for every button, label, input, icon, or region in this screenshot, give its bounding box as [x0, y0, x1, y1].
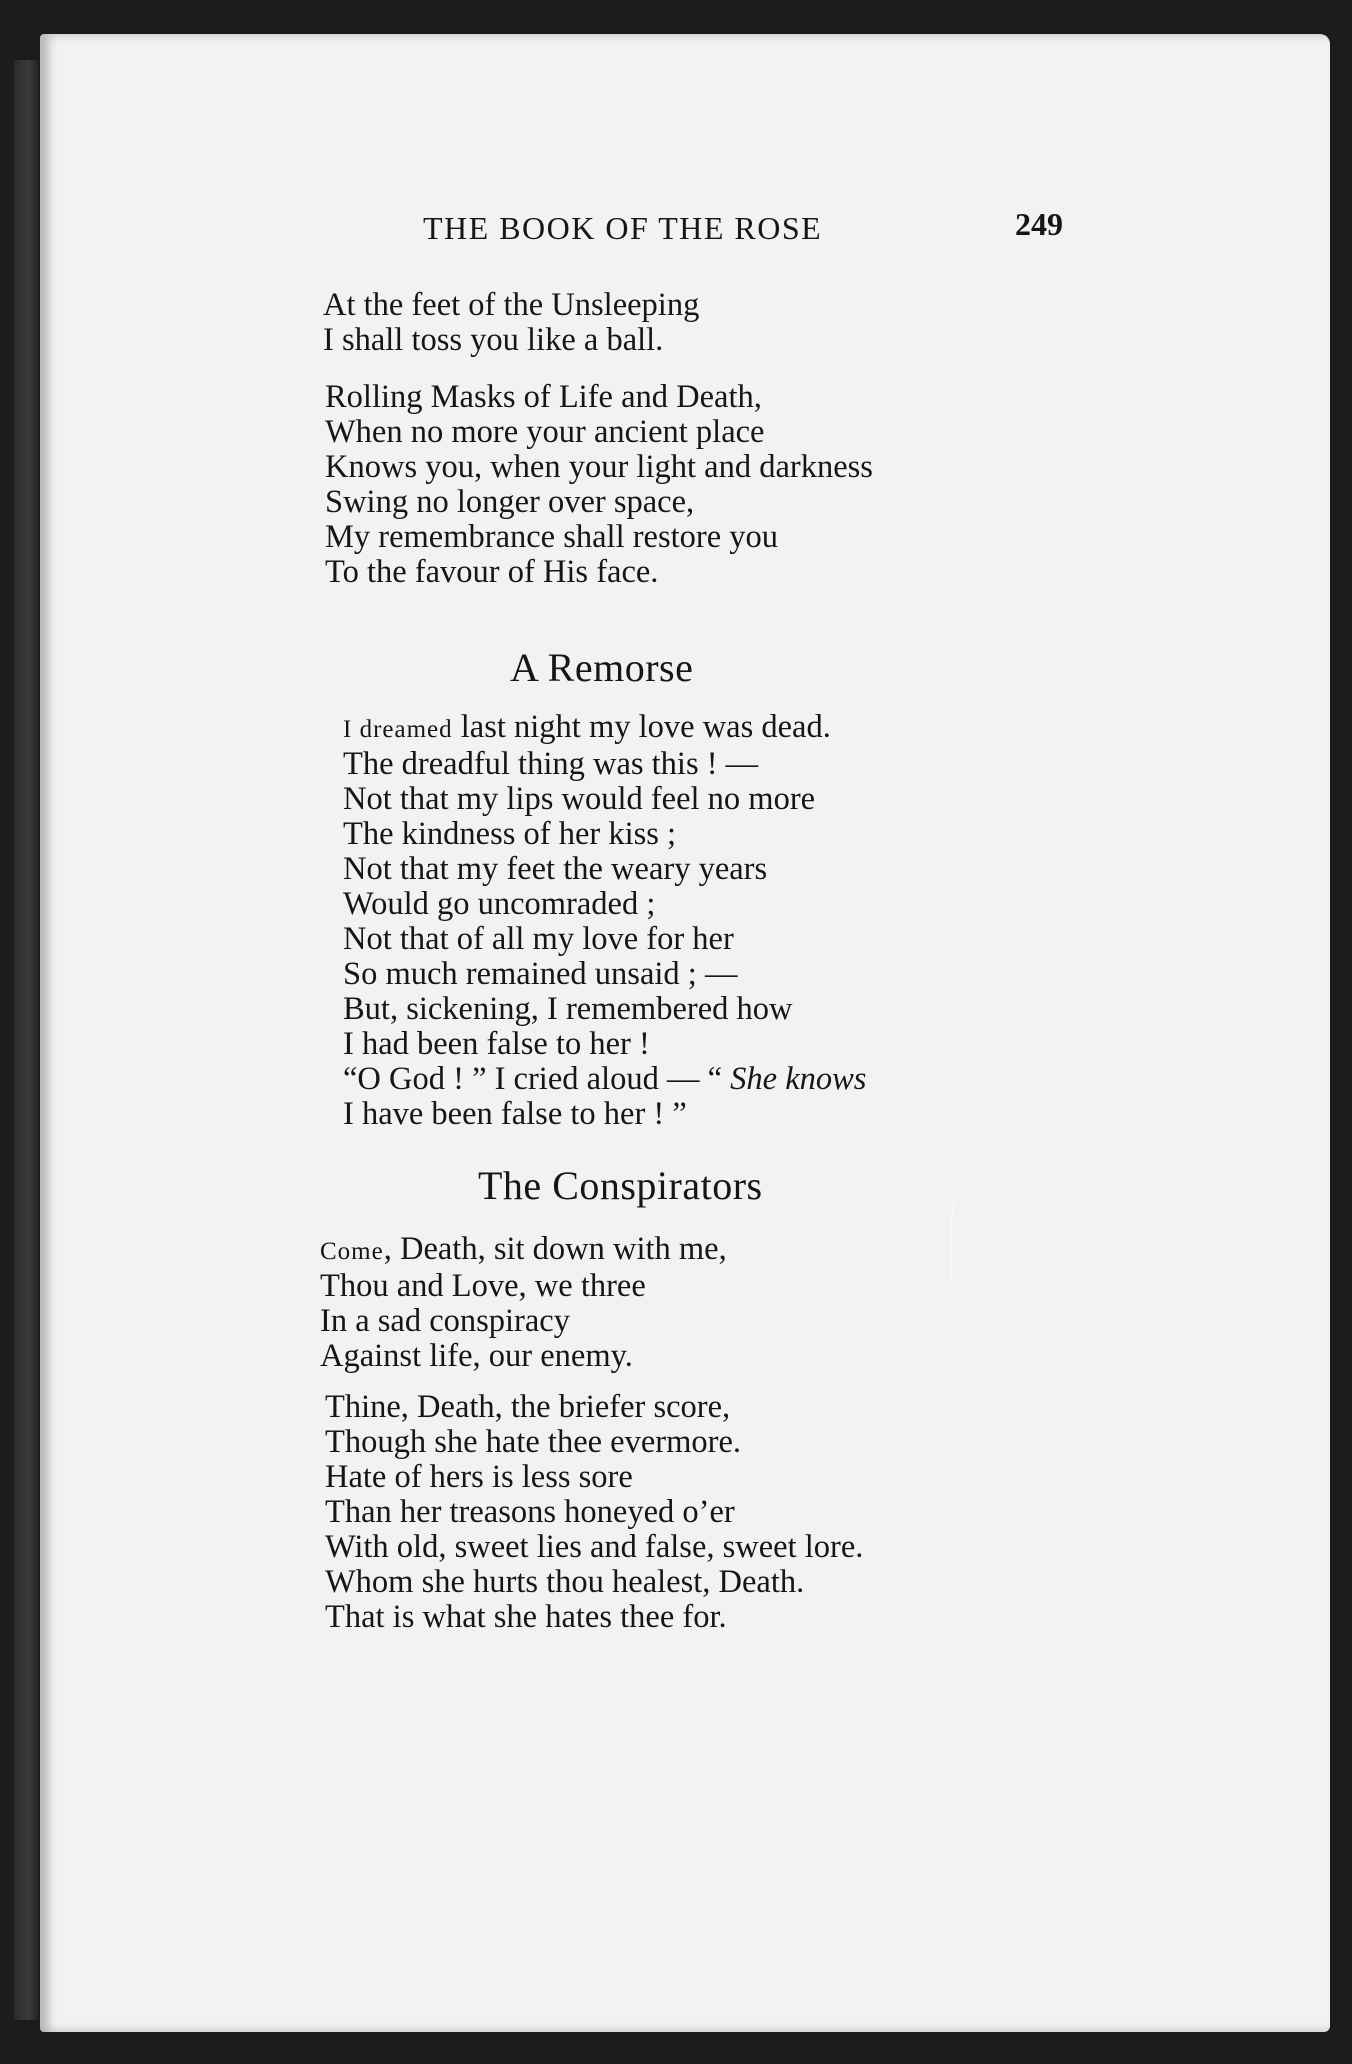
poem-line: But, sickening, I remembered how: [343, 991, 793, 1027]
poem-line: [343, 710, 866, 747]
poem-line: So much remained unsaid ; —: [343, 956, 738, 992]
poem-line: To the favour of His face.: [325, 554, 659, 590]
conspirators-stanza-2: [325, 1390, 863, 1635]
poem-line: Knows you, when your light and darkness: [325, 449, 873, 485]
poem-line: When no more your ancient place: [325, 414, 765, 450]
poem-line: Though she hate thee evermore.: [325, 1424, 742, 1460]
poem-line: Would go uncomraded ;: [343, 886, 656, 922]
conspirators-stanza-1: [320, 1232, 727, 1374]
poem-line: Not that my feet the weary years: [343, 851, 768, 887]
poem-line: I shall toss you like a ball.: [323, 322, 664, 358]
poem-line: That is what she hates thee for.: [325, 1599, 727, 1635]
poem-line: Against life, our enemy.: [320, 1338, 633, 1374]
poem-line: Swing no longer over space,: [325, 484, 695, 520]
continuation-stanza-1: [323, 288, 699, 358]
poem-line: Thou and Love, we three: [320, 1268, 646, 1304]
small-caps-opening: Come: [320, 1238, 384, 1265]
poem-line: Than her treasons honeyed o’er: [325, 1494, 735, 1530]
poem-line: In a sad conspiracy: [320, 1303, 570, 1339]
small-caps-opening: I dreamed: [343, 716, 453, 743]
poem-line: The dreadful thing was this ! —: [343, 746, 759, 782]
page-content: [40, 34, 1330, 2032]
line-text: , Death, sit down with me,: [383, 1231, 727, 1267]
poem-line: Rolling Masks of Life and Death,: [325, 379, 762, 415]
page-number: 249: [1015, 206, 1063, 242]
poem-line: [343, 1062, 866, 1097]
line-text: last night my love was dead.: [452, 709, 831, 745]
book-spine-edge: [14, 60, 38, 2020]
continuation-stanza-2: [325, 380, 873, 590]
poem-line: I have been false to her ! ”: [343, 1096, 687, 1132]
book-page: [40, 34, 1330, 2032]
poem-line: My remembrance shall restore you: [325, 519, 779, 555]
poem-title-the-conspirators: The Conspirators: [478, 1163, 763, 1208]
poem-title-a-remorse: A Remorse: [510, 645, 694, 690]
running-head: [380, 206, 1100, 260]
poem-line: Not that my lips would feel no more: [343, 781, 816, 817]
poem-line: The kindness of her kiss ;: [343, 816, 677, 852]
remorse-poem: [343, 710, 866, 1132]
line-text: “O God ! ” I cried aloud — “: [343, 1061, 731, 1097]
poem-line: Whom she hurts thou healest, Death.: [325, 1564, 805, 1600]
poem-line: Not that of all my love for her: [343, 921, 734, 957]
poem-line: Hate of hers is less sore: [325, 1459, 633, 1495]
running-title: THE BOOK OF THE ROSE: [423, 210, 823, 246]
paper-crease-mark: [950, 1164, 1032, 1284]
poem-line: With old, sweet lies and false, sweet lore.: [325, 1529, 864, 1565]
italic-text: She knows: [730, 1061, 867, 1097]
poem-line: I had been false to her !: [343, 1026, 650, 1062]
poem-line: At the feet of the Unsleeping: [323, 287, 700, 323]
poem-line: [320, 1232, 727, 1269]
poem-line: Thine, Death, the briefer score,: [325, 1389, 731, 1425]
